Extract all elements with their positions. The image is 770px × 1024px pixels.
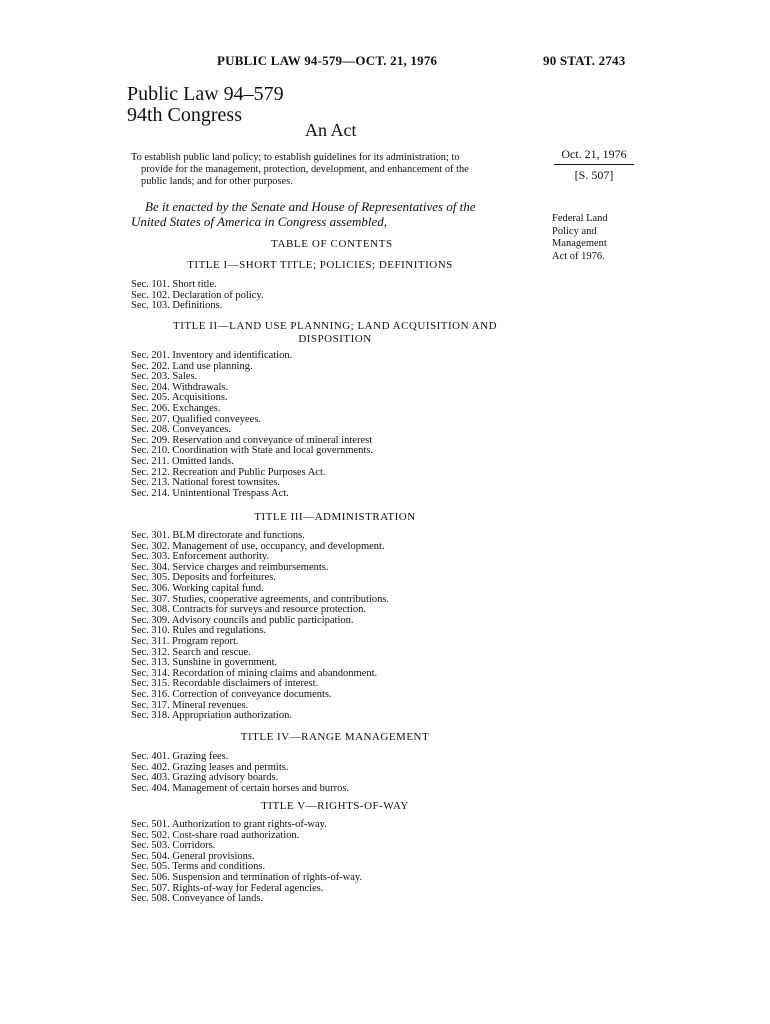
purpose-line: provide for the management, protection, development, and enhancement of the: [141, 164, 469, 175]
toc-section: Sec. 503. Corridors.: [131, 840, 216, 852]
toc-section-list: [131, 351, 373, 499]
toc-section: Sec. 304. Service charges and reimbursements.: [131, 561, 329, 573]
toc-section: Sec. 208. Conveyances.: [131, 424, 232, 436]
toc-section: Sec. 302. Management of use, occupancy, and development.: [131, 540, 385, 552]
act-title: An Act: [305, 120, 357, 140]
title-heading-line: TITLE I—SHORT TITLE; POLICIES; DEFINITIONS: [187, 259, 453, 271]
toc-section: Sec. 306. Working capital fund.: [131, 582, 264, 594]
toc-section: Sec. 101. Short title.: [131, 279, 217, 290]
toc-section-list: [131, 752, 349, 794]
toc-section: Sec. 311. Program report.: [131, 635, 239, 647]
toc-section: Sec. 212. Recreation and Public Purposes Act.: [131, 466, 326, 478]
toc-section: Sec. 305. Deposits and forfeitures.: [131, 572, 276, 584]
toc-title-heading: [160, 259, 480, 272]
toc-section: Sec. 506. Suspension and termination of rights-of-way.: [131, 871, 363, 883]
title-heading-line: TITLE II—LAND USE PLANNING; LAND ACQUISITION AND: [172, 320, 498, 332]
purpose-line: public lands; and for other purposes.: [141, 176, 293, 187]
toc-section: Sec. 317. Mineral revenues.: [131, 699, 249, 711]
title-heading-line: TITLE III—ADMINISTRATION: [254, 511, 416, 523]
enacting-line: Be it enacted by the Senate and House of Representatives of the: [145, 199, 476, 214]
title-heading-line: TITLE V—RIGHTS-OF-WAY: [261, 800, 409, 812]
toc-section: Sec. 206. Exchanges.: [131, 402, 221, 414]
purpose-line: To establish public land policy; to establish guidelines for its administration; to: [131, 152, 460, 163]
toc-title-heading: [240, 800, 430, 813]
toc-section: Sec. 504. General provisions.: [131, 850, 255, 862]
toc-section: Sec. 401. Grazing fees.: [131, 751, 229, 762]
congress-label: 94th Congress: [127, 104, 242, 126]
margin-note-line: Policy and: [552, 225, 597, 237]
toc-section: Sec. 404. Management of certain horses and burros.: [131, 782, 350, 794]
toc-title-heading: [230, 511, 440, 524]
law-heading: [127, 84, 284, 126]
toc-section: Sec. 204. Withdrawals.: [131, 381, 229, 393]
title-heading-line: TITLE IV—RANGE MANAGEMENT: [240, 731, 430, 743]
toc-section-list: [131, 531, 389, 722]
margin-date-note: [554, 147, 634, 183]
toc-section: Sec. 103. Definitions.: [131, 300, 223, 312]
statute-page-number: 90 STAT. 2743: [543, 53, 626, 68]
margin-note-line: Act of 1976.: [552, 250, 605, 262]
toc-section: Sec. 505. Terms and conditions.: [131, 861, 266, 873]
toc-section: Sec. 309. Advisory councils and public participation.: [131, 614, 354, 626]
toc-section: Sec. 316. Correction of conveyance documents.: [131, 688, 332, 700]
toc-section: Sec. 403. Grazing advisory boards.: [131, 772, 279, 784]
purpose-clause: [131, 152, 543, 188]
enactment-date: Oct. 21, 1976: [554, 147, 634, 165]
toc-section-list: [131, 820, 362, 905]
toc-section: Sec. 310. Rules and regulations.: [131, 625, 267, 637]
toc-section: Sec. 318. Appropriation authorization.: [131, 710, 292, 722]
toc-section: Sec. 307. Studies, cooperative agreements, and contributions.: [131, 593, 390, 605]
toc-section: Sec. 314. Recordation of mining claims and abandonment.: [131, 667, 378, 679]
toc-section: Sec. 508. Conveyance of lands.: [131, 893, 264, 905]
toc-section: Sec. 102. Declaration of policy.: [131, 289, 264, 301]
toc-section: Sec. 211. Omitted lands.: [131, 455, 234, 467]
toc-section: Sec. 507. Rights-of-way for Federal agencies.: [131, 882, 324, 894]
toc-section: Sec. 202. Land use planning.: [131, 360, 253, 372]
toc-section: Sec. 214. Unintentional Trespass Act.: [131, 487, 289, 499]
toc-section: Sec. 203. Sales.: [131, 371, 198, 383]
toc-section-list: [131, 280, 264, 312]
running-header: PUBLIC LAW 94-579—OCT. 21, 1976: [217, 53, 438, 68]
title-heading-line: DISPOSITION: [298, 333, 372, 345]
toc-section: Sec. 308. Contracts for surveys and resource protection.: [131, 604, 367, 616]
toc-section: Sec. 402. Grazing leases and permits.: [131, 761, 289, 773]
toc-section: Sec. 207. Qualified conveyees.: [131, 413, 262, 425]
toc-section: Sec. 201. Inventory and identification.: [131, 350, 293, 361]
toc-section: Sec. 210. Coordination with State and local governments.: [131, 445, 374, 457]
toc-title: TABLE OF CONTENTS: [271, 238, 393, 250]
toc-section: Sec. 205. Acquisitions.: [131, 392, 228, 404]
toc-section: Sec. 313. Sunshine in government.: [131, 657, 278, 669]
toc-section: Sec. 501. Authorization to grant rights-of-way.: [131, 819, 327, 830]
margin-short-title: [552, 213, 632, 263]
enacting-clause: [131, 199, 543, 229]
toc-section: Sec. 303. Enforcement authority.: [131, 551, 270, 563]
public-law-number: Public Law 94–579: [127, 83, 284, 105]
toc-title-heading: [220, 731, 450, 744]
enacting-line: United States of America in Congress assembled,: [131, 214, 388, 229]
toc-section: Sec. 315. Recordable disclaimers of interest.: [131, 678, 319, 690]
margin-note-line: Management: [552, 238, 607, 249]
toc-section: Sec. 502. Cost-share road authorization.: [131, 829, 300, 841]
toc-section: Sec. 209. Reservation and conveyance of mineral interest: [131, 434, 373, 446]
toc-section: Sec. 312. Search and rescue.: [131, 646, 251, 658]
toc-section: Sec. 213. National forest townsites.: [131, 477, 281, 489]
margin-note-line: Federal Land: [552, 213, 608, 224]
bill-number: [S. 507]: [574, 168, 614, 182]
toc-title-heading: [150, 320, 520, 346]
toc-section: Sec. 301. BLM directorate and functions.: [131, 530, 305, 541]
